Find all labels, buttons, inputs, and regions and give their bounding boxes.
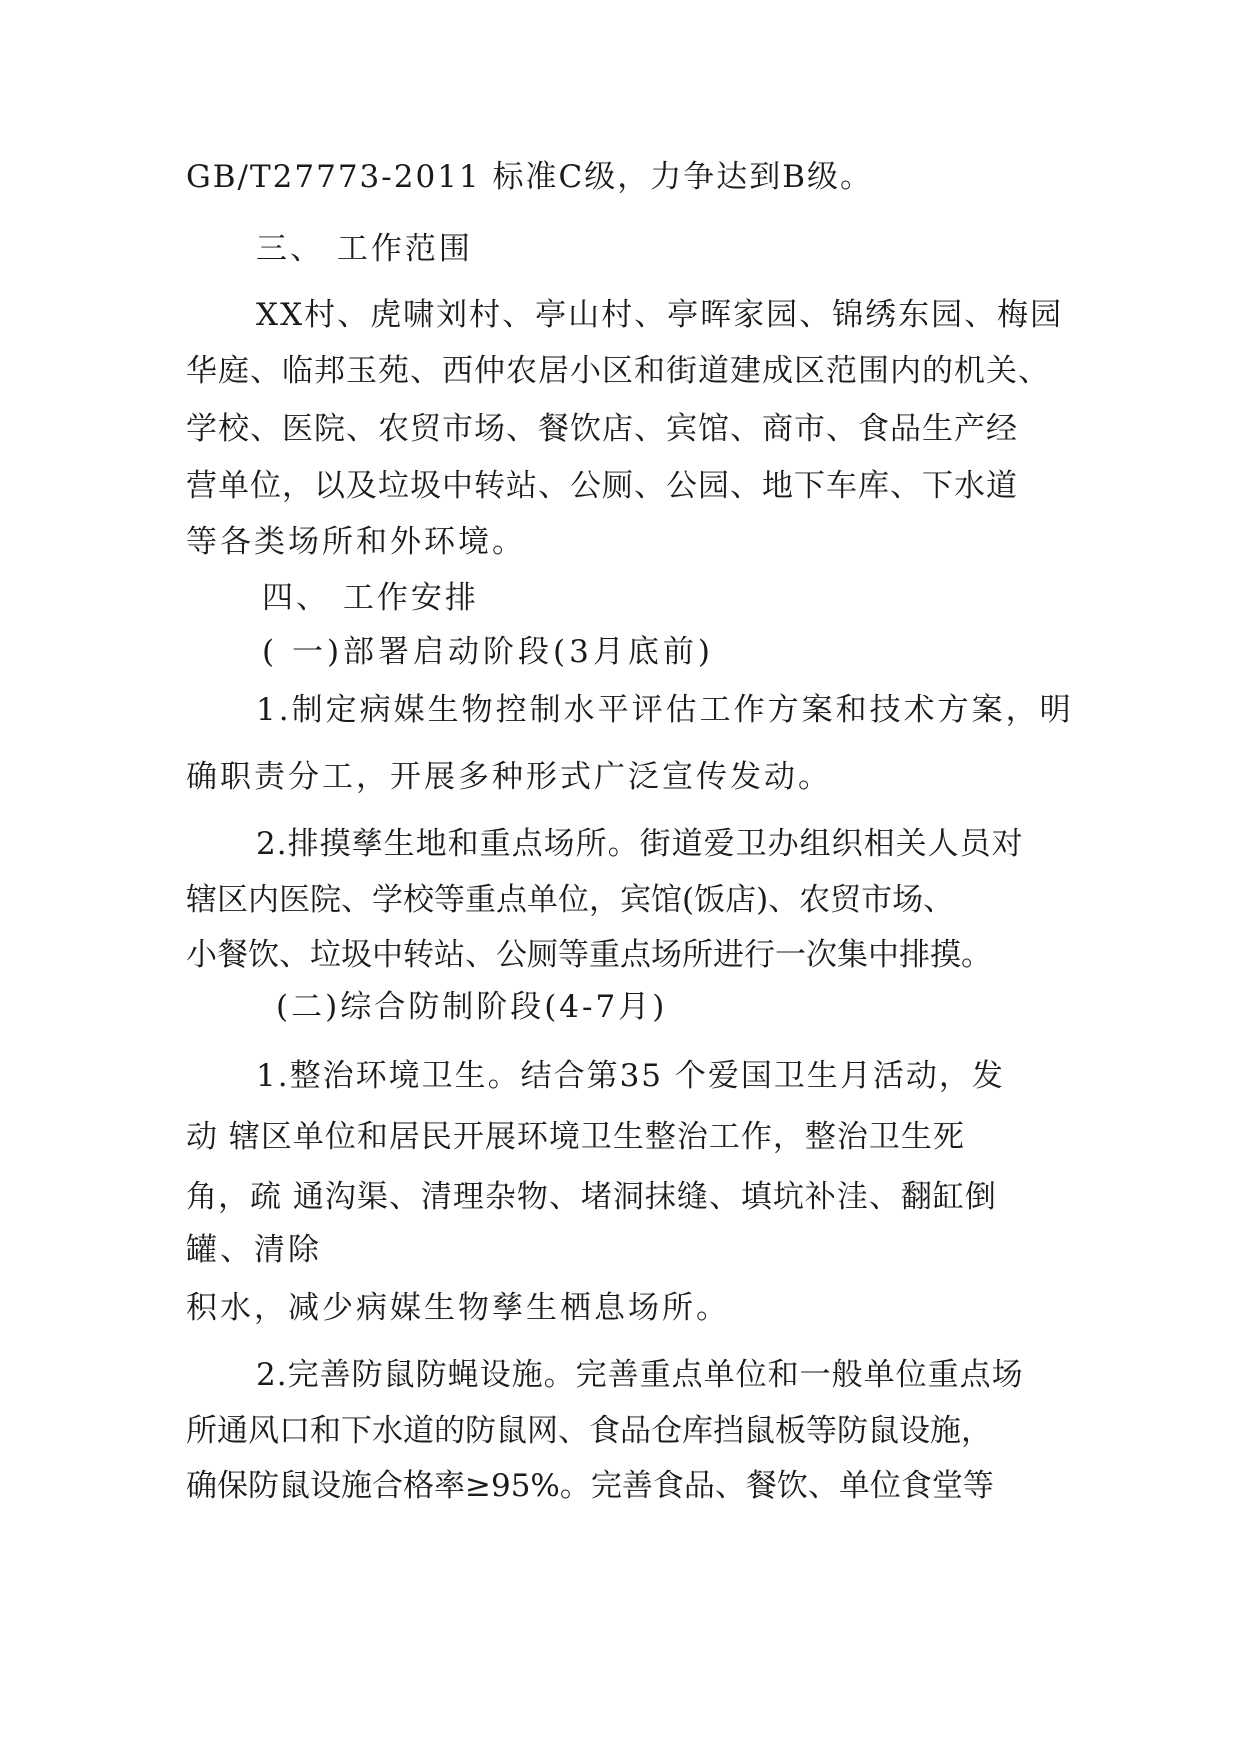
paragraph-line: 罐、清除 [186,1232,322,1268]
paragraph-line: 等各类场所和外环境。 [186,524,526,560]
paragraph-line: 确职责分工，开展多种形式广泛宣传发动。 [186,759,832,795]
text-line-standard: GB/T27773-2011 标准C级，力争达到B级。 [186,159,874,195]
paragraph-line: 华庭、临邦玉苑、西仲农居小区和街道建成区范围内的机关、 [186,353,1050,389]
paragraph-line: 辖区内医院、学校等重点单位，宾馆(饭店)、农贸市场、 [186,882,955,918]
paragraph-line: 1.整治环境卫生。结合第35 个爱国卫生月活动，发 [256,1058,1005,1094]
paragraph-line: 2.排摸孳生地和重点场所。街道爱卫办组织相关人员对 [256,826,1024,862]
paragraph-line: 确保防鼠设施合格率≥95%。完善食品、餐饮、单位食堂等 [186,1468,994,1504]
paragraph-line: 角，疏 通沟渠、清理杂物、堵洞抹缝、填坑补洼、翻缸倒 [186,1179,997,1215]
paragraph-line: XX村、虎啸刘村、亭山村、亭晖家园、锦绣东园、梅园 [256,297,1064,333]
paragraph-line: 小餐饮、垃圾中转站、公厕等重点场所进行一次集中排摸。 [186,937,992,973]
paragraph-line: 营单位，以及垃圾中转站、公厕、公园、地下车库、下水道 [186,468,1018,504]
subsection-heading: (二)综合防制阶段(4-7月) [276,989,668,1025]
section-heading-arrangement: 四、 工作安排 [262,580,479,616]
paragraph-line: 学校、医院、农贸市场、餐饮店、宾馆、商市、食品生产经 [186,411,1018,447]
paragraph-line: 2.完善防鼠防蝇设施。完善重点单位和一般单位重点场 [256,1357,1024,1393]
paragraph-line: 所通风口和下水道的防鼠网、食品仓库挡鼠板等防鼠设施， [186,1413,992,1449]
subsection-heading: ( 一)部署启动阶段(3月底前) [262,634,714,670]
paragraph-line: 动 辖区单位和居民开展环境卫生整治工作，整治卫生死 [186,1119,965,1155]
paragraph-line: 1.制定病媒生物控制水平评估工作方案和技术方案，明 [256,692,1074,728]
section-heading-scope: 三、 工作范围 [256,231,473,267]
paragraph-line: 积水，减少病媒生物孳生栖息场所。 [186,1290,730,1326]
